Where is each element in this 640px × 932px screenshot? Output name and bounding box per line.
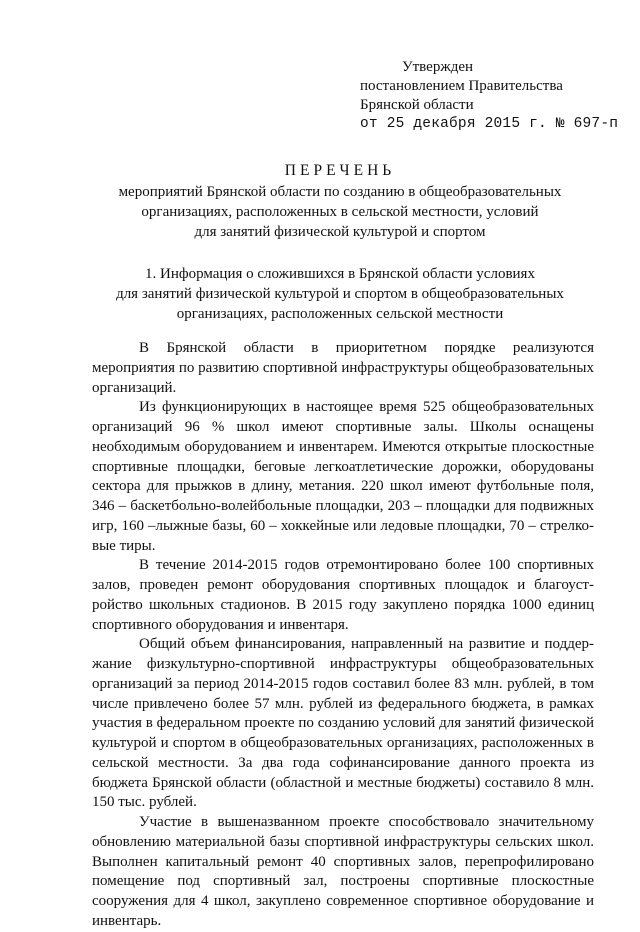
section-heading-line-2: для занятий физической культурой и спортом в общеобразовательных (116, 286, 564, 302)
approval-line-region: Брянской области (360, 97, 474, 113)
document-title: ПЕРЕЧЕНЬ (284, 162, 396, 179)
approval-stamp (360, 58, 618, 134)
section-heading-line-1: 1. Информация о сложившихся в Брянской области условиях (145, 266, 535, 282)
approval-line-approved: Утвержден (402, 59, 474, 75)
approval-line-resolution: постановлением Правительства (360, 78, 563, 94)
section-heading-line-3: организациях, расположенных сельской местности (176, 306, 504, 322)
document-subtitle-line-3: для занятий физической культурой и спортом (194, 224, 486, 240)
paragraph-financing: Общий объем финансирования, направленный на развитие и поддержание физкультурно-спортивной инфраструктуры общеобразовательных организаций за период 2014-2015 годов составил более 83 млн. рублей, в том числе привлечено более 57 млн. рублей из федерального бюджета, в рамках участия в федеральном проекте по созданию условий для занятий физической культурой и спортом в общеобразовательных организациях, расположенных в сельской местности. За два года софинансирование данного проекта из бюджета Брянской области (областной и местные бюджеты) составило 8 млн. 150 тыс. рублей. (92, 636, 594, 811)
document-header (100, 161, 580, 242)
paragraph-facilities: Из функционирующих в настоящее время 525 общеобразовательных организаций 96 % школ имеют спортивные залы. Школы оснащены необходимым оборудованием и инвентарем. Имеются открытые плоскостные спортивные площадки, беговые легкоатлетические дорожки, оборудованы сектора для прыжков в длину, метания. 220 школ имеют футбольные поля, 346 – баскетбольно-волейбольные площадки, 203 – площадки для подвижных игр, 160 –лыжные базы, 60 – хоккейные или ледовые площадки, 70 – стрелковые тиры. (92, 399, 594, 554)
approval-line-date-number: от 25 декабря 2015 г. № 697-п (360, 116, 619, 132)
section-heading (100, 264, 580, 324)
paragraph-results: Участие в вышеназванном проекте способствовало значительному обновлению материальной базы спортивной инфраструктуры сельских школ. Выполнен капитальный ремонт 40 спортивных залов, перепрофилировано помещение под спортивный зал, построены спортивные плоскостные сооружения для 4 школ, закуплено современное спортивное оборудование и инвентарь. (92, 814, 594, 929)
paragraph-priority: В Брянской области в приоритетном порядке реализуются мероприятия по развитию спортивной инфраструктуры общеобразовательных организаций. (92, 340, 594, 396)
document-subtitle-line-2: организациях, расположенных в сельской местности, условий (141, 204, 539, 220)
document-subtitle-line-1: мероприятий Брянской области по созданию в общеобразовательных (118, 184, 562, 200)
paragraph-renovation: В течение 2014-2015 годов отремонтировано более 100 спортивных залов, проведен ремонт оборудования спортивных площадок и благоустройство школьных стадионов. В 2015 году закуплено порядка 1000 единиц спортивного оборудования и инвентаря. (92, 557, 594, 633)
document-body (92, 339, 594, 932)
